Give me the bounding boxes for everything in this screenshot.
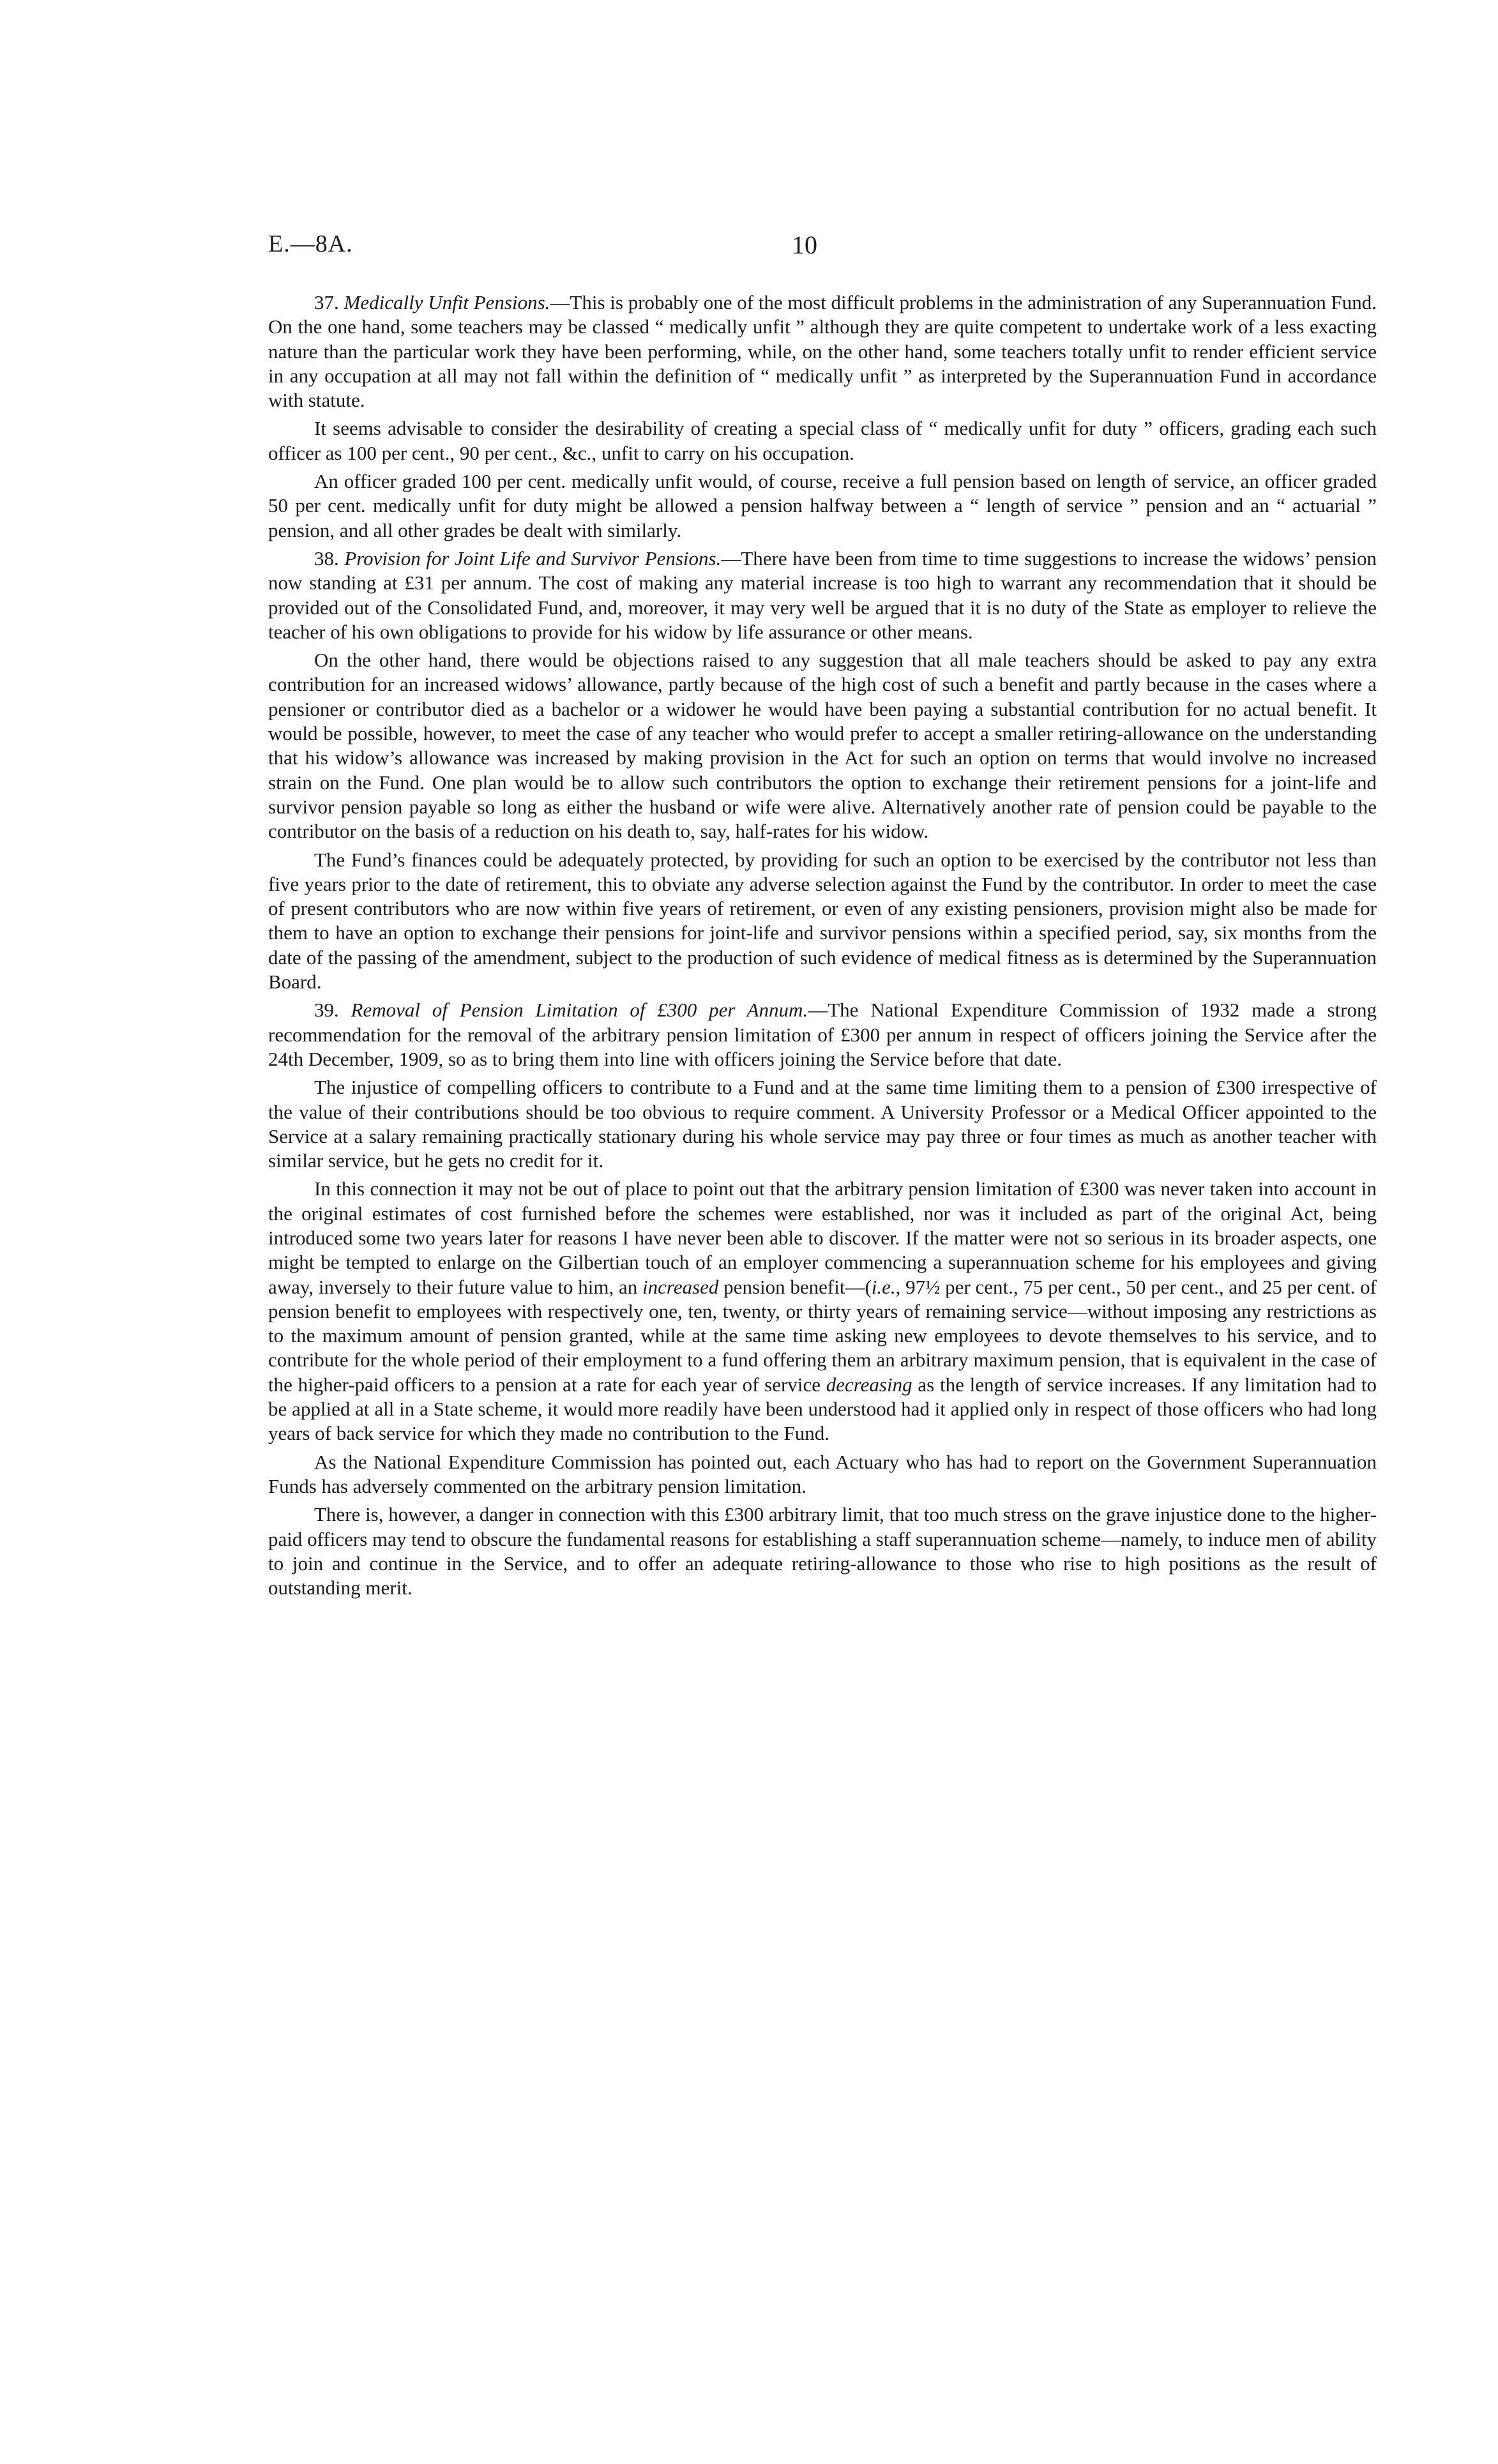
- page-number: 10: [792, 231, 817, 259]
- paragraph-39-e: There is, however, a danger in connection with this £300 arbitrary limit, that too much stress on the grave injustice done to the higher-paid officers may tend to obscure the fundamental reasons for establishing a staff superannuation scheme—namely, to induce men of ability to join and continue in the Service, and to offer an adequate retiring-allowance to those who rise to high positions as the result of outstanding merit.: [268, 1503, 1377, 1599]
- paragraph-38-b: On the other hand, there would be objections raised to any suggestion that all male teachers should be asked to pay any extra contribution for an increased widows’ allowance, partly because of the high cost of such a benefit and partly because in the cases where a pensioner or contributor died as a bachelor or a widower he would have been paying a substantial contribution for no actual benefit. It would be possible, however, to meet the case of any teacher who would prefer to accept a smaller retiring-allowance on the understanding that his widow’s allowance was increased by making provision in the Act for such an option on terms that would involve no increased strain on the Fund. One plan would be to allow such contributors the option to exchange their retirement pensions for a joint-life and survivor pension payable so long as either the husband or wife were alive. Alternatively another rate of pension could be payable to the contributor on the basis of a reduction on his death to, say, half-rates for his widow.: [268, 649, 1377, 843]
- paragraph-39-d: As the National Expenditure Commission has pointed out, each Actuary who has had to report on the Government Superannuation Funds has adversely commented on the arbitrary pension limitation.: [268, 1450, 1377, 1497]
- text-run: pension benefit—(: [718, 1275, 872, 1298]
- emphasis-text: i.e.: [871, 1275, 896, 1298]
- section-text: —There have been from time to time suggestions to increase the widows’ pension now standing at £31 per annum. The cost of making any material increase is too high to warrant any recommendation that it should be provided out of the Consolidated Fund, and, moreover, it may very well be argued that it is no duty of the State as employer to relieve the teacher of his own obligations to provide for his widow by life assurance or other means.: [268, 547, 1377, 643]
- paragraph-39-c: [268, 1177, 1377, 1446]
- text-run: , 97½ per cent., 75 per cent., 50 per cent., and 25 per cent. of pension benefit to employees with respectively one, ten, twenty, or thirty years of remaining service—without imposing any restrictions as to the maximum amount of pension granted, while at the same time asking new employees to devote themselves to his service, and to contribute for the whole period of their employment to a fund offering them an arbitrary maximum pension, that is equivalent in the case of the higher-paid officers to a pension at a rate for each year of service: [268, 1275, 1377, 1396]
- section-title: Removal of Pension Limitation of £300 per Annum.: [351, 999, 808, 1022]
- section-text: —This is probably one of the most difficult problems in the administration of any Superannuation Fund. On the one hand, some teachers may be classed “ medically unfit ” although they are quite competent to undertake work of a less exacting nature than the particular work they have been performing, while, on the other hand, some teachers totally unfit to render efficient service in any occupation at all may not fall within the definition of “ medically unfit ” as interpreted by the Superannuation Fund in accordance with statute.: [268, 291, 1377, 412]
- text-run: In this connection it may not be out of place to point out that the arbitrary pension limitation of £300 was never taken into account in the original estimates of cost furnished before the schemes were established, nor was it included as part of the original Act, being introduced some two years later for reasons I have never been able to discover. If the matter were not so serious in its broader aspects, one might be tempted to enlarge on the Gilbertian touch of an employer commencing a superannuation scheme for his employees and giving away, inversely to their future value to him, an: [268, 1177, 1377, 1298]
- section-text: —The National Expenditure Commission of 1932 made a strong recommendation for the removal of the arbitrary pension limitation of £300 per annum in respect of officers joining the Service after the 24th December, 1909, so as to bring them into line with officers joining the Service before that date.: [268, 999, 1377, 1070]
- paragraph-37: [268, 291, 1377, 412]
- document-reference: E.—8A.: [268, 231, 353, 257]
- paragraph-37-b: It seems advisable to consider the desirability of creating a special class of “ medically unfit for duty ” officers, grading each such officer as 100 per cent., 90 per cent., &c., unfit to carry on his occupation.: [268, 417, 1377, 464]
- section-number: 37.: [314, 291, 339, 314]
- section-number: 38.: [314, 547, 339, 570]
- paragraph-39-b: The injustice of compelling officers to contribute to a Fund and at the same time limiting them to a pension of £300 irrespective of the value of their contributions should be too obvious to require comment. A University Professor or a Medical Officer appointed to the Service at a salary remaining practically stationary during his whole service may pay three or four times as much as another teacher with similar service, but he gets no credit for it.: [268, 1076, 1377, 1172]
- page-header: [268, 230, 1386, 268]
- paragraph-38: [268, 547, 1377, 644]
- emphasis-text: decreasing: [826, 1373, 912, 1396]
- text-run: as the length of service increases. If any limitation had to be applied at all in a State scheme, it would more readily have been understood had it applied only in respect of those officers who had long years of back service for which they made no contribution to the Fund.: [268, 1373, 1377, 1445]
- document-body: [268, 291, 1377, 1604]
- section-title: Medically Unfit Pensions.: [344, 291, 550, 314]
- section-title: Provision for Joint Life and Survivor Pensions.: [344, 547, 722, 570]
- paragraph-37-c: An officer graded 100 per cent. medically unfit would, of course, receive a full pension based on length of service, an officer graded 50 per cent. medically unfit for duty might be allowed a pension halfway between a “ length of service ” pension and an “ actuarial ” pension, and all other grades be dealt with similarly.: [268, 470, 1377, 541]
- section-number: 39.: [314, 999, 339, 1022]
- paragraph-39: [268, 998, 1377, 1071]
- emphasis-text: increased: [642, 1275, 719, 1298]
- paragraph-38-c: The Fund’s finances could be adequately protected, by providing for such an option to be exercised by the contributor not less than five years prior to the date of retirement, this to obviate any adverse selection against the Fund by the contributor. In order to meet the case of present contributors who are now within five years of retirement, or even of any existing pensioners, provision might also be made for them to have an option to exchange their pensions for joint-life and survivor pensions within a specified period, say, six months from the date of the passing of the amendment, subject to the production of such evidence of medical fitness as is determined by the Superannuation Board.: [268, 848, 1377, 994]
